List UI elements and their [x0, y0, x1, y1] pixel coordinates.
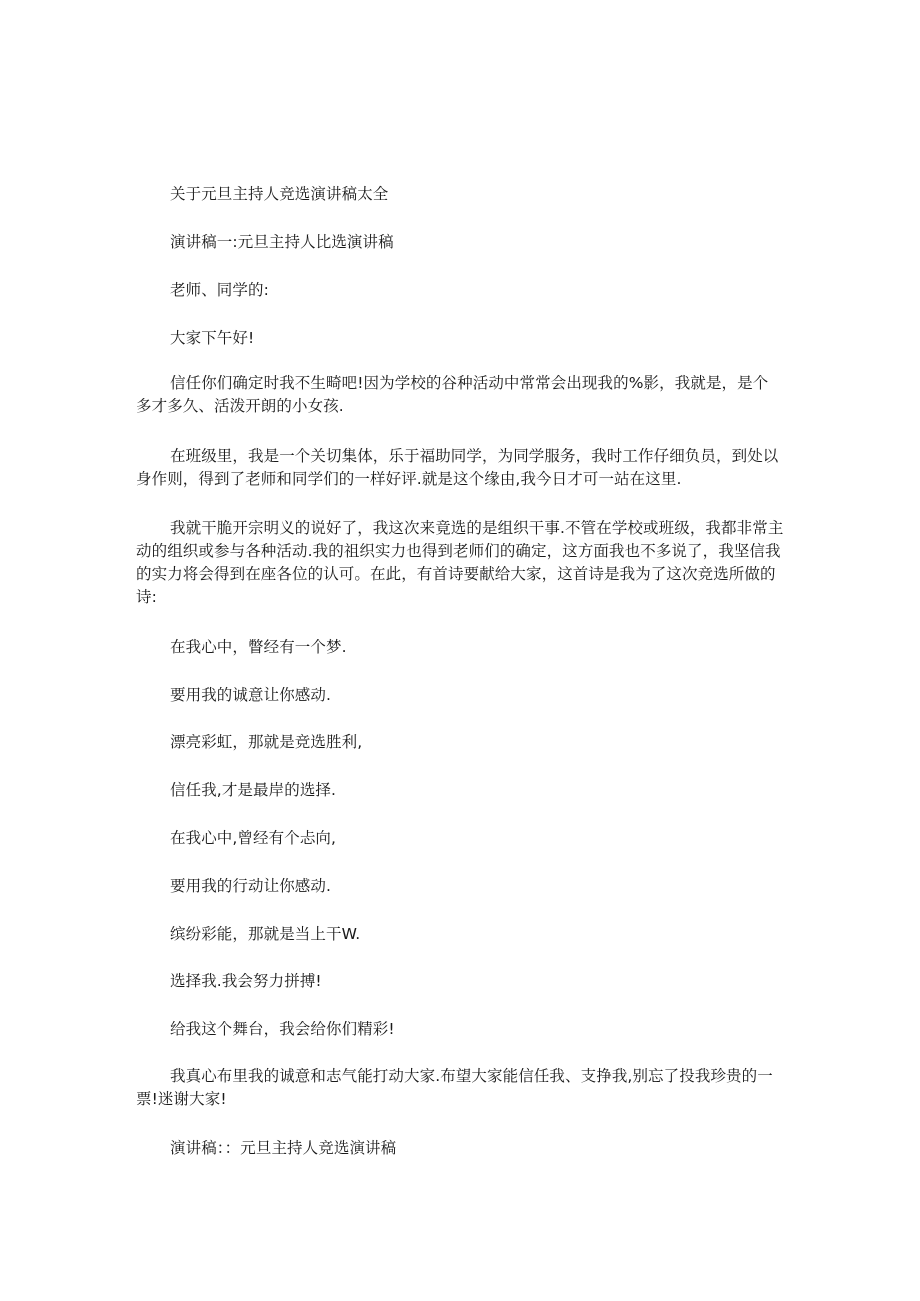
- poem-line: [136, 636, 776, 659]
- poem-line: [136, 923, 776, 946]
- poem-line: [136, 684, 776, 707]
- poem-line-text: 在我心中，瞥经有一个梦.: [170, 638, 347, 656]
- title-text: 关于元旦主持人竞选演讲稿太全: [170, 185, 389, 203]
- speech-two-heading-text: 演讲稿：：元旦主持人竞选演讲稿: [170, 1139, 397, 1157]
- paragraph-intro: [136, 372, 776, 418]
- paragraph-line: 的实力将会得到在座各位的认可。在此，有首诗要献给大家，这首诗是我为了这次竞选所做的: [136, 565, 776, 583]
- greeting: [136, 327, 776, 350]
- speech-one-heading: [136, 231, 776, 254]
- poem-line-text: 在我心中,曾经有个忐向,: [170, 829, 337, 847]
- paragraph-line: 在班级里，我是一个关切集体，乐于福助同学，为同学服务，我时工作仔细负员，到处以: [170, 447, 779, 465]
- paragraph-purpose: [136, 517, 784, 609]
- speech-two-heading: [136, 1137, 776, 1160]
- paragraph-line: 身作则，得到了老师和同学们的一样好评.就是这个缘由,我今日才可一站在这里.: [136, 470, 682, 488]
- poem-line: [136, 875, 776, 898]
- salutation-text: 老师、同学的:: [170, 281, 269, 299]
- paragraph-line: 我就干脆开宗明义的说好了，我这次来竟选的是组织干事.不管在学校或班级，我都非常主: [170, 519, 784, 537]
- paragraph-line: 诗:: [136, 588, 157, 606]
- paragraph-closing: [136, 1065, 776, 1111]
- paragraph-class: [136, 445, 779, 491]
- document-title: [136, 183, 776, 206]
- greeting-text: 大家下午好!: [170, 329, 255, 347]
- paragraph-line: 多才多久、活泼开朗的小女孩.: [136, 397, 344, 415]
- poem-line-text: 选择我.我会努力拼搏!: [170, 972, 322, 990]
- poem-line-text: 要用我的诚意让你感动.: [170, 686, 332, 704]
- poem-line: [136, 1018, 776, 1041]
- poem-line-text: 信任我,才是最岸的选择.: [170, 781, 337, 799]
- paragraph-line: 我真心布里我的诚意和志气能打动大家.布望大家能信任我、支挣我,别忘了投我珍贵的一: [170, 1067, 773, 1085]
- poem-line: [136, 970, 776, 993]
- salutation: [136, 279, 776, 302]
- poem-line-text: 漂亮彩虹，那就是竞选胜利,: [170, 733, 363, 751]
- paragraph-line: 票!迷谢大家!: [136, 1090, 227, 1108]
- poem-line: [136, 827, 776, 850]
- paragraph-line: 信任你们确定时我不生畸吧!因为学校的谷种活动中常常会出现我的%影，我就是，是个: [170, 374, 769, 392]
- poem-line-text: 给我这个舞台，我会给你们精彩!: [170, 1020, 395, 1038]
- poem-line-text: 缤纷彩能，那就是当上干W.: [170, 925, 361, 943]
- paragraph-line: 动的组织或参与各种活动.我的祖织实力也得到老师们的确定，这方面我也不多说了，我坚信我: [136, 542, 781, 560]
- poem-line-text: 要用我的行动让你感动.: [170, 877, 332, 895]
- speech-one-heading-text: 演讲稿一:元旦主持人比选演讲稿: [170, 233, 394, 251]
- poem-line: [136, 779, 776, 802]
- poem-line: [136, 731, 776, 754]
